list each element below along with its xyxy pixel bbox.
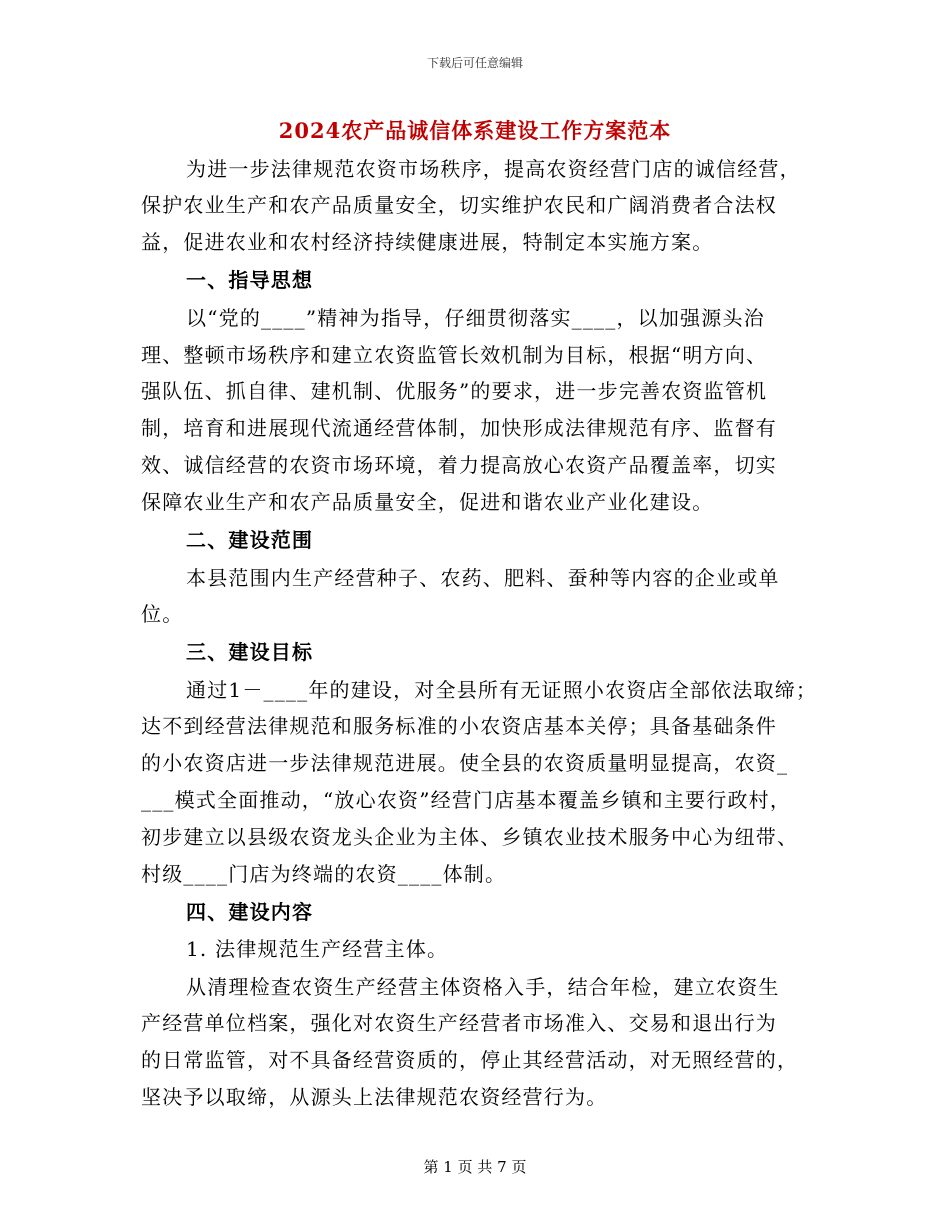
- paragraph-line: 位。: [141, 602, 184, 626]
- header-note: 下载后可任意编辑: [426, 56, 523, 70]
- section-heading-2: 二、建设范围: [186, 528, 314, 552]
- paragraph-line: 制，培育和进展现代流通经营体制，加快形成法律规范有序、监督有: [141, 416, 777, 440]
- paragraph-line: 的日常监管，对不具备经营资质的，停止其经营活动，对无照经营的，: [141, 1048, 799, 1072]
- paragraph-line: 为进一步法律规范农资市场秩序，提高农资经营门店的诚信经营，: [186, 157, 801, 181]
- paragraph-line: 通过1－____年的建设，对全县所有无证照小农资店全部依法取缔；: [186, 678, 818, 702]
- paragraph-line: 理、整顿市场秩序和建立农资监管长效机制为目标，根据“明方向、: [141, 343, 768, 367]
- paragraph-line: 强队伍、抓自律、建机制、优服务”的要求，进一步完善农资监管机: [141, 379, 768, 403]
- paragraph-line: ___模式全面推动，“放心农资”经营门店基本覆盖乡镇和主要行政村，: [141, 788, 792, 812]
- paragraph-line: 达不到经营法律规范和服务标准的小农资店基本关停；具备基础条件: [141, 714, 777, 738]
- subsection-heading: 1. 法律规范生产经营主体。: [186, 937, 449, 961]
- section-heading-1: 一、指导思想: [186, 268, 314, 292]
- paragraph-line: 以“党的____”精神为指导，仔细贯彻落实____，以加强源头治: [186, 306, 765, 330]
- paragraph-line: 效、诚信经营的农资市场环境，着力提高放心农资产品覆盖率，切实: [141, 453, 777, 477]
- paragraph-line: 益，促进农业和农村经济持续健康进展，特制定本实施方案。: [141, 230, 714, 254]
- document-title: 2024农产品诚信体系建设工作方案范本: [278, 118, 672, 143]
- paragraph-line: 的小农资店进一步法律规范进展。使全县的农资质量明显提高，农资_: [141, 751, 789, 775]
- page-number: 第 1 页 共 7 页: [423, 1158, 527, 1176]
- paragraph-line: 保障农业生产和农产品质量安全，促进和谐农业产业化建设。: [141, 490, 714, 514]
- paragraph-line: 本县范围内生产经营种子、农药、肥料、蚕种等内容的企业或单: [186, 566, 780, 590]
- paragraph-line: 初步建立以县级农资龙头企业为主体、乡镇农业技术服务中心为纽带、: [141, 825, 799, 849]
- paragraph-line: 保护农业生产和农产品质量安全，切实维护农民和广阔消费者合法权: [141, 193, 777, 217]
- paragraph-line: 村级____门店为终端的农资____体制。: [141, 862, 507, 886]
- paragraph-line: 坚决予以取缔，从源头上法律规范农资经营行为。: [141, 1085, 608, 1109]
- section-heading-3: 三、建设目标: [186, 640, 314, 664]
- section-heading-4: 四、建设内容: [186, 900, 314, 924]
- paragraph-line: 产经营单位档案，强化对农资生产经营者市场准入、交易和退出行为: [141, 1011, 777, 1035]
- paragraph-line: 从清理检查农资生产经营主体资格入手，结合年检，建立农资生: [186, 975, 780, 999]
